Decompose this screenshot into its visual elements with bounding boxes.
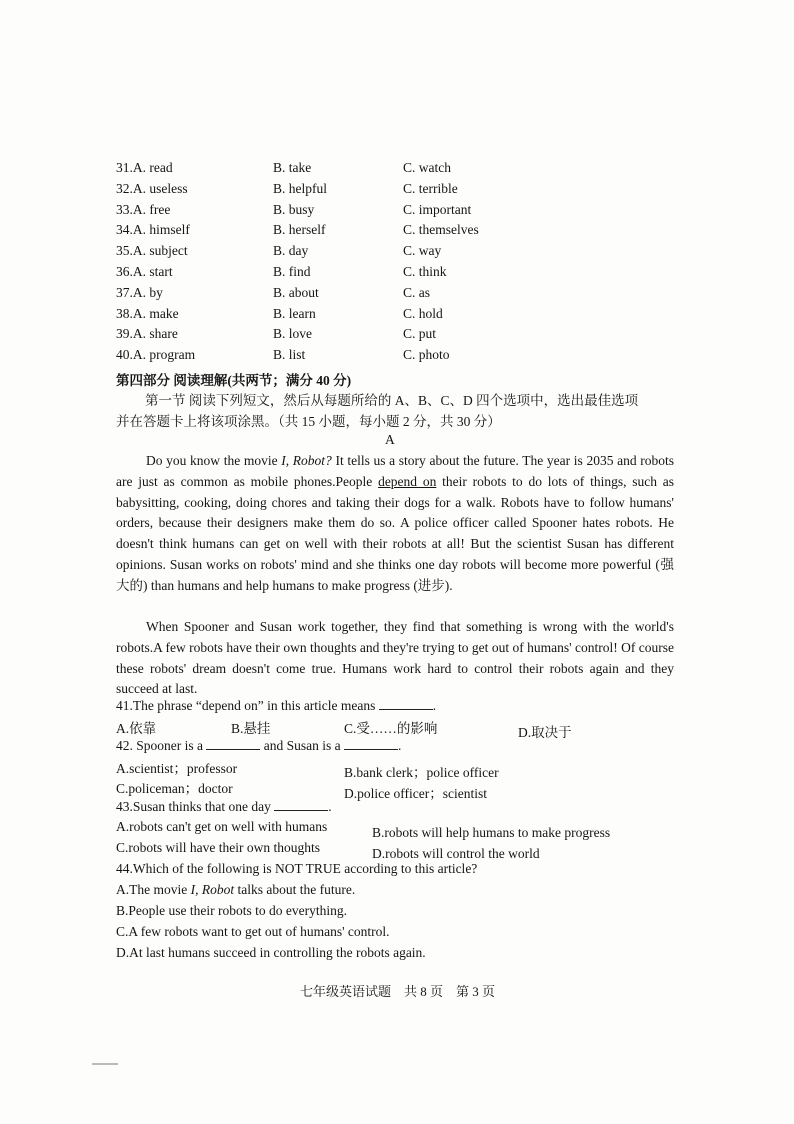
q43-stem-text: 43.Susan thinks that one day — [116, 799, 275, 814]
passage-letter: A — [385, 432, 395, 447]
option-b: B. busy — [273, 201, 315, 217]
option-row — [116, 222, 716, 242]
option-b: B. herself — [273, 222, 326, 238]
option-row — [116, 347, 716, 367]
option-b: B. learn — [273, 305, 316, 321]
option-b: B. take — [273, 160, 312, 175]
q43-option-d: D.robots will control the world — [372, 846, 540, 861]
q44-option-a — [116, 882, 355, 898]
option-c: C. put — [403, 326, 437, 342]
underlined-phrase: depend on — [378, 473, 437, 489]
option-b: B. love — [273, 326, 312, 342]
q44-a-text-end: talks about the future. — [234, 882, 356, 897]
p1-text-1: Do you know the movie — [146, 453, 282, 468]
answer-blank — [379, 697, 433, 710]
answer-blank — [274, 798, 328, 811]
option-b: B. find — [273, 264, 311, 279]
option-row — [116, 326, 716, 346]
option-a: 37.A. by — [116, 284, 163, 300]
option-a: 31.A. read — [116, 160, 173, 175]
section1-instruction-line2: 并在答题卡上将该项涂黑。（共 15 小题，每小题 2 分，共 30 分） — [116, 414, 501, 429]
movie-title: I, Robot? — [281, 453, 332, 468]
q41-stem-text: 41.The phrase “depend on” in this article means — [116, 698, 379, 713]
q44-option-b: B.People use their robots to do everything. — [116, 903, 347, 918]
p1-text-3: their robots to do lots of things, such as babysitting, cooking, doing chores and taking their dogs for a walk. Robots have to follow humans' orders, because their designers make them do so. A police officer called Spooner hates robots. He doesn't think humans can get on well with their robots at all! But the scientist Susan has different opinions. Susan works on robots' mind and she thinks one day robots will become more powerful (强大的) than humans and help humans to make progress (进步). — [116, 473, 675, 593]
q41-stem-end: . — [432, 698, 437, 713]
option-a: 34.A. himself — [116, 222, 190, 238]
q41-option-b: B.悬挂 — [231, 721, 271, 736]
option-row — [116, 243, 716, 263]
p1-text-2: It tells us a story about the future. The year is 2035 and robots are just as common as mobile phones.People — [116, 453, 674, 489]
option-row — [116, 264, 716, 284]
option-b: B. day — [273, 243, 309, 259]
q44-a-text: A.The movie — [116, 882, 191, 897]
option-b: B. helpful — [273, 180, 327, 196]
q43-option-c: C.robots will have their own thoughts — [116, 840, 320, 855]
option-row — [116, 285, 716, 305]
q42-stem-text: 42. Spooner is a — [116, 738, 207, 753]
q41-option-a: A.依靠 — [116, 721, 157, 736]
part4-heading: 第四部分 阅读理解(共两节；满分 40 分) — [116, 373, 352, 388]
q44-option-d: D.At last humans succeed in controlling the robots again. — [116, 945, 426, 960]
option-a: 39.A. share — [116, 326, 178, 342]
option-row — [116, 306, 716, 326]
p2-text: When Spooner and Susan work together, they find that something is wrong with the world's robots.A few robots have their own thoughts and they're trying to get out of humans' control! Of course these robots' dream doesn't come true. Humans work hard to control their robots again and they succeed at last. — [116, 619, 674, 697]
option-a: 36.A. start — [116, 264, 173, 279]
option-c: C. photo — [403, 347, 450, 363]
option-b: B. about — [273, 284, 319, 300]
option-b: B. list — [273, 347, 306, 363]
option-c: C. hold — [403, 305, 443, 321]
option-c: C. as — [403, 284, 430, 300]
q43-stem-end: . — [328, 799, 332, 814]
q42-stem-mid: and Susan is a — [260, 738, 344, 753]
passage-paragraph-1 — [116, 451, 674, 597]
q43-option-b: B.robots will help humans to make progress — [372, 825, 611, 840]
q42-option-c: C.policeman；doctor — [116, 781, 233, 796]
option-a: 35.A. subject — [116, 243, 188, 259]
q44-a-movie-title: I, Robot — [190, 882, 235, 897]
option-c: C. way — [403, 243, 442, 259]
answer-blank — [206, 737, 260, 750]
question-42-stem — [116, 737, 401, 754]
section1-instruction-line1: 第一节 阅读下列短文，然后从每题所给的 A、B、C、D 四个选项中，选出最佳选项 — [145, 393, 639, 408]
option-a: 33.A. free — [116, 201, 171, 217]
option-row — [116, 202, 716, 222]
question-41-stem — [116, 697, 436, 714]
option-c: C. watch — [403, 160, 451, 175]
option-a: 32.A. useless — [116, 180, 188, 196]
answer-blank — [344, 737, 398, 750]
q42-option-d: D.police officer；scientist — [344, 786, 487, 801]
option-a: 40.A. program — [116, 347, 196, 363]
q42-stem-end: . — [398, 738, 402, 753]
q42-option-a: A.scientist；professor — [116, 761, 238, 776]
option-c: C. important — [403, 201, 472, 217]
option-a: 38.A. make — [116, 305, 179, 321]
option-c: C. think — [403, 264, 447, 279]
passage-paragraph-2 — [116, 617, 674, 700]
q44-option-c: C.A few robots want to get out of humans' control. — [116, 924, 390, 939]
question-43-stem — [116, 798, 332, 815]
page-footer: 七年级英语试题 共 8 页 第 3 页 — [300, 984, 496, 999]
scan-mark — [92, 1063, 118, 1065]
q42-option-b: B.bank clerk；police officer — [344, 765, 499, 780]
option-row — [116, 160, 716, 180]
q43-option-a: A.robots can't get on well with humans — [116, 819, 328, 834]
q41-option-c: C.受……的影响 — [344, 721, 438, 736]
q41-option-d: D.取决于 — [518, 725, 572, 740]
option-c: C. terrible — [403, 180, 458, 196]
option-row — [116, 181, 716, 201]
option-c: C. themselves — [403, 222, 479, 238]
question-44-stem: 44.Which of the following is NOT TRUE according to this article? — [116, 861, 478, 876]
